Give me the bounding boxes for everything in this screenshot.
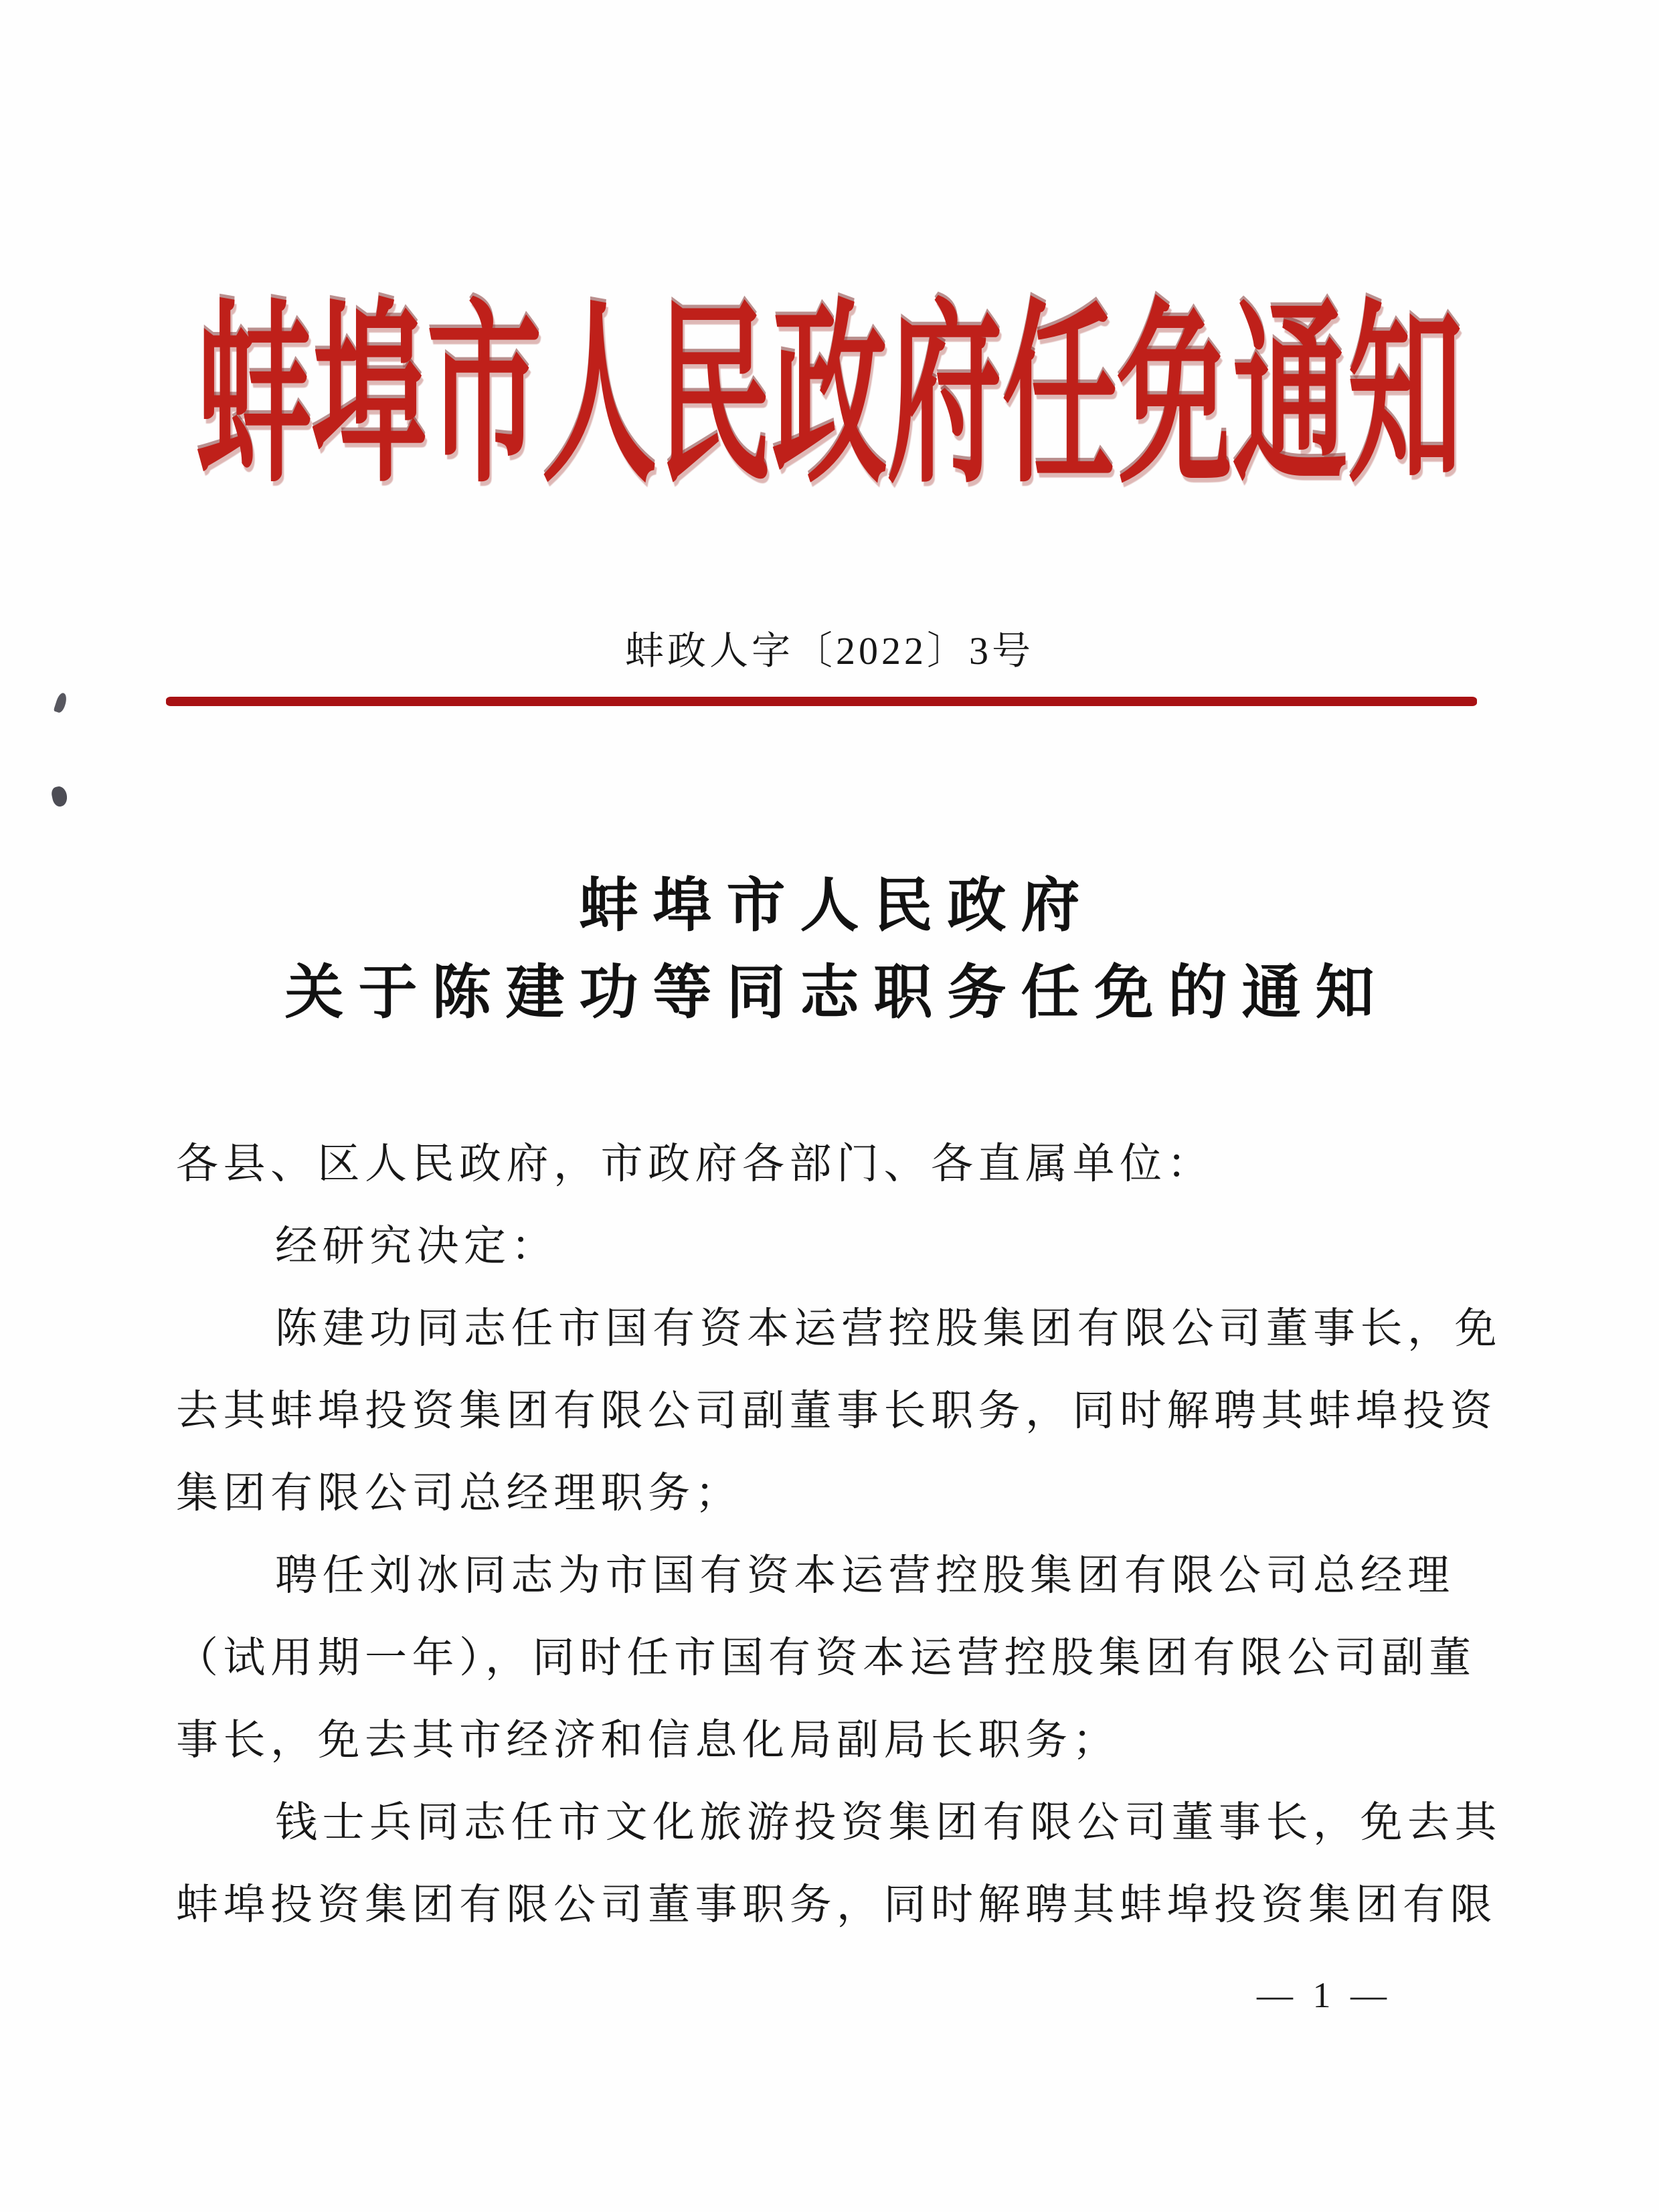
body-line: 事长，免去其市经济和信息化局副局长职务； [176, 1717, 1120, 1764]
body-line: 聘任刘冰同志为市国有资本运营控股集团有限公司总经理 [275, 1552, 1455, 1599]
body-line: （试用期一年），同时任市国有资本运营控股集团有限公司副董 [176, 1634, 1476, 1681]
notice-title [0, 863, 1659, 1037]
notice-title-line2: 关于陈建功等同志职务任免的通知 [284, 961, 1389, 1026]
notice-body [176, 1123, 1502, 1946]
body-line: 蚌埠投资集团有限公司董事职务，同时解聘其蚌埠投资集团有限 [176, 1881, 1497, 1928]
document-number: 蚌政人字〔2022〕3号 [624, 629, 1034, 673]
red-header-banner: 蚌埠市人民政府任免通知 [196, 290, 1463, 507]
body-line: 去其蚌埠投资集团有限公司副董事长职务，同时解聘其蚌埠投资 [176, 1387, 1497, 1434]
body-line: 钱士兵同志任市文化旅游投资集团有限公司董事长，免去其 [275, 1799, 1502, 1846]
page-number: — 1 — [1257, 1975, 1392, 2015]
body-line: 集团有限公司总经理职务； [176, 1470, 742, 1517]
body-line: 经研究决定： [275, 1223, 558, 1270]
ink-smudge [54, 692, 69, 714]
notice-title-line1: 蚌埠市人民政府 [579, 874, 1095, 939]
body-line: 各县、区人民政府，市政府各部门、各直属单位： [176, 1140, 1214, 1187]
body-line: 陈建功同志任市国有资本运营控股集团有限公司董事长，免 [275, 1305, 1502, 1352]
ink-smudge [50, 785, 69, 808]
red-separator-line [166, 697, 1477, 706]
